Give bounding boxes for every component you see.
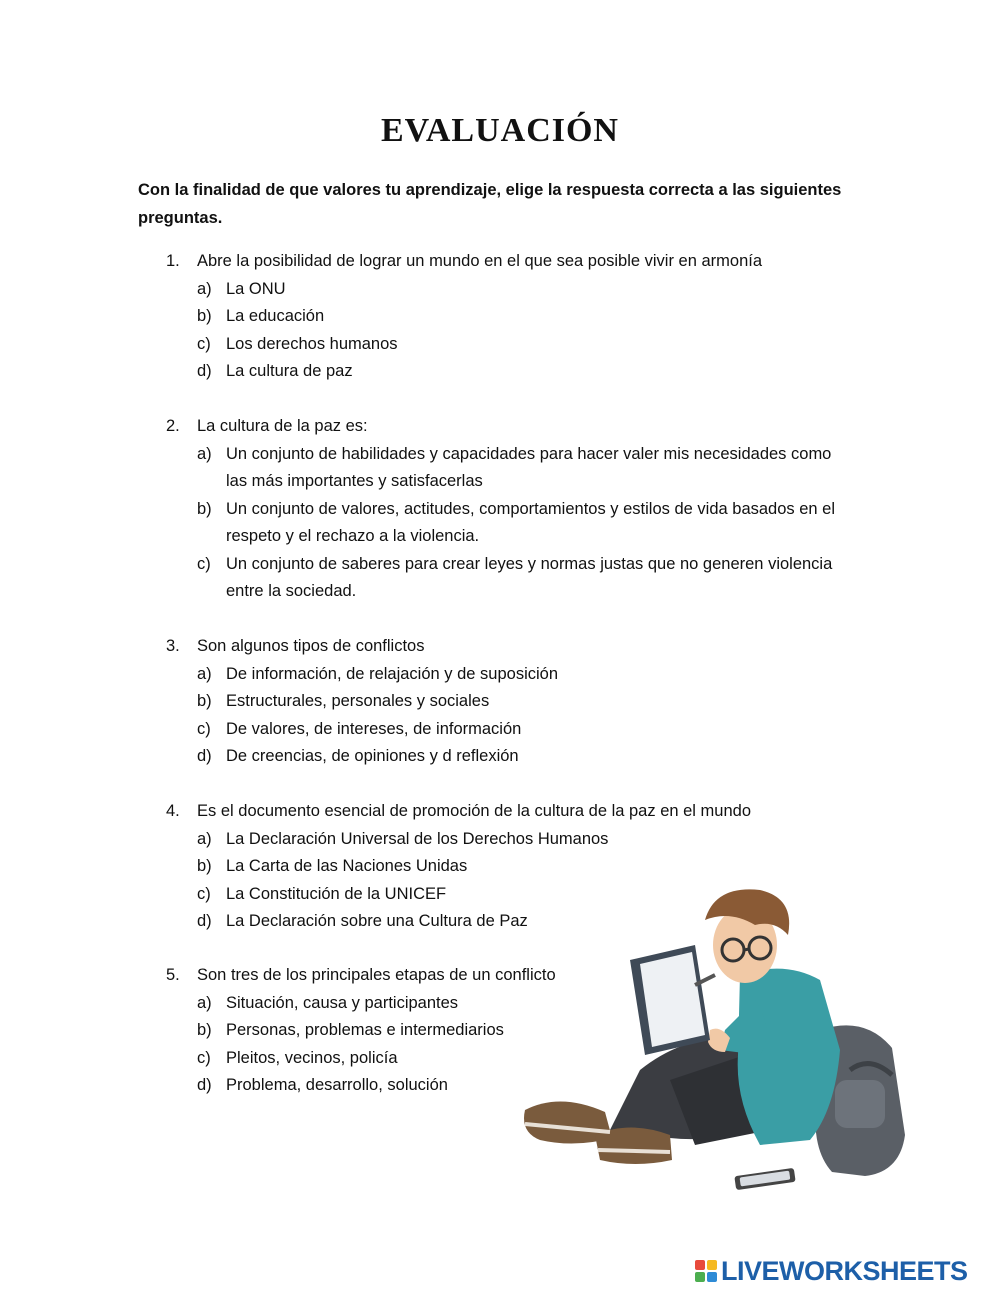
option[interactable] [166,358,846,386]
option[interactable] [166,276,846,304]
option-text: Problema, desarrollo, solución [226,1076,448,1094]
option[interactable] [166,303,846,331]
option-letter: b) [197,499,212,518]
option-letter: b) [197,692,212,710]
option-text: La Carta de las Naciones Unidas [226,857,468,875]
question-number: 1. [166,252,180,270]
option-letter: d) [197,1076,212,1094]
logo-mark-icon [695,1260,717,1282]
option[interactable] [166,853,846,881]
question-text: Son algunos tipos de conflictos [197,637,425,655]
option-text: De valores, de intereses, de información [226,719,522,738]
question-number: 4. [166,802,180,820]
option[interactable] [166,826,846,854]
question-2 [166,413,846,606]
option-text: Un conjunto de valores, actitudes, comportamientos y estilos de vida basados en el respeto y el rechazo a la violencia. [226,499,836,545]
option[interactable] [166,716,846,744]
option-text: Personas, problemas e intermediarios [226,1021,504,1039]
question-text: Son tres de los principales etapas de un conflicto [197,966,556,984]
option-letter: b) [197,307,212,325]
question-text: Abre la posibilidad de lograr un mundo en el que sea posible vivir en armonía [197,252,763,270]
option-letter: a) [197,444,212,463]
question-number: 3. [166,637,180,655]
student-reading-illustration [520,880,920,1200]
option-letter: c) [197,554,211,573]
option[interactable] [166,743,846,771]
option-text: La Declaración sobre una Cultura de Paz [226,912,528,930]
instructions: Con la finalidad de que valores tu aprendizaje, elige la respuesta correcta a las siguientes preguntas. [138,181,842,227]
question-number: 5. [166,966,180,984]
option[interactable] [166,551,846,606]
option-letter: c) [197,884,211,903]
option-text: De creencias, de opiniones y d reflexión [226,747,519,765]
option-text: La ONU [226,279,286,298]
option-letter: d) [197,747,212,765]
option-text: Situación, causa y participantes [226,993,459,1012]
option-letter: c) [197,1048,211,1067]
liveworksheets-logo [695,1254,968,1288]
option-text: De información, de relajación y de suposición [226,664,559,683]
option-letter: c) [197,719,211,738]
option-text: Un conjunto de habilidades y capacidades para hacer valer mis necesidades como las más importantes y satisfacerlas [226,444,832,490]
option-text: La cultura de paz [226,362,353,380]
option-text: La Constitución de la UNICEF [226,884,447,903]
option-text: Los derechos humanos [226,334,398,353]
option-letter: b) [197,857,212,875]
option-letter: a) [197,829,212,848]
option[interactable] [166,688,846,716]
option-text: La Declaración Universal de los Derechos Humanos [226,829,609,848]
option-text: La educación [226,307,325,325]
option-text: Estructurales, personales y sociales [226,692,490,710]
option-text: Un conjunto de saberes para crear leyes y normas justas que no generen violencia entre la sociedad. [226,554,833,600]
option-letter: a) [197,664,212,683]
option-letter: b) [197,1021,212,1039]
option-letter: c) [197,334,211,353]
option[interactable] [166,331,846,359]
option-letter: a) [197,993,212,1012]
question-text: La cultura de la paz es: [197,417,368,435]
logo-text: LIVEWORKSHEETS [721,1255,968,1286]
page-title: EVALUACIÓN [381,112,619,149]
option-text: Pleitos, vecinos, policía [226,1048,398,1067]
option-letter: a) [197,279,212,298]
question-1 [166,248,846,386]
option-letter: d) [197,362,212,380]
option-letter: d) [197,912,212,930]
option[interactable] [166,661,846,689]
question-3 [166,633,846,771]
option[interactable] [166,441,846,496]
option[interactable] [166,496,846,551]
question-number: 2. [166,417,180,435]
question-text: Es el documento esencial de promoción de la cultura de la paz en el mundo [197,802,752,820]
